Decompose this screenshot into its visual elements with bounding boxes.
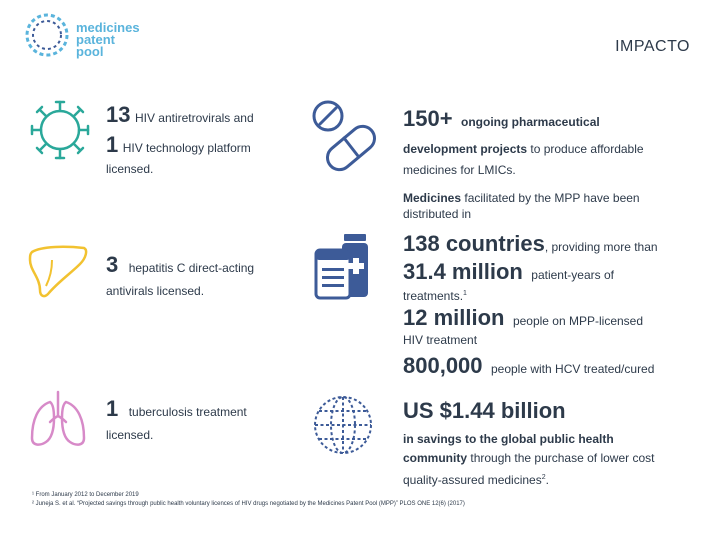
footnote-ref-1: 1 [463, 290, 467, 297]
lungs-icon [26, 388, 90, 452]
footnote-ref-2: 2 [541, 474, 546, 481]
tb-text-1: tuberculosis treatment [128, 405, 247, 419]
projects-text-2: to produce affordable [530, 142, 644, 156]
logo-line-1: medicines [76, 20, 140, 35]
hcv-count: 3 [106, 252, 119, 277]
distribution-stat [403, 190, 703, 379]
logo-line-3: pool [76, 44, 104, 59]
hiv-arv-count: 13 [106, 102, 131, 127]
footnote-2: ² Juneja S. et al. “Projected savings through public health voluntary licences of HIV drugs negotiated by the Medicines Patent Pool (MPP)” PLOS ONE 12(6) (2017) [32, 501, 465, 507]
countries-count: 138 countries [403, 231, 545, 256]
savings-stat [403, 398, 703, 490]
savings-amount: US $1.44 billion [403, 398, 566, 423]
hiv-arv-text: HIV antiretrovirals and [134, 111, 254, 125]
hiv-platform-count: 1 [106, 132, 119, 157]
hiv-virus-icon [28, 98, 92, 162]
projects-stat [403, 106, 703, 180]
savings-period: . [545, 473, 549, 487]
hcv-text-2: antivirals licensed. [106, 284, 205, 298]
tb-text-2: licensed. [106, 428, 154, 442]
tb-count: 1 [106, 396, 119, 421]
hiv-people-text-2: HIV treatment [403, 333, 478, 347]
distribution-intro-bold: Medicines [403, 191, 462, 205]
projects-count: 150+ [403, 106, 453, 131]
page-title: IMPACTO [615, 38, 690, 55]
patient-years-count: 31.4 million [403, 259, 523, 284]
hcv-people-text: people with HCV treated/cured [490, 362, 655, 376]
logo-mark-icon [22, 10, 72, 60]
countries-text: , providing more than [544, 240, 658, 254]
medicine-bottle-icon [314, 232, 380, 300]
hiv-platform-text: HIV technology platform [122, 141, 251, 155]
savings-text-2: through the purchase of lower cost [470, 451, 655, 465]
mpp-logo[interactable] [22, 10, 142, 60]
hiv-licensed-stat [106, 102, 296, 176]
liver-icon [26, 240, 90, 302]
distribution-intro: facilitated by the MPP have been [464, 191, 640, 205]
footnotes [32, 492, 712, 507]
patient-years-text: patient-years of [531, 268, 614, 282]
projects-text-2-bold: development projects [403, 142, 528, 156]
hiv-people-text: people on MPP-licensed [512, 314, 644, 328]
logo-line-2: patent [76, 32, 115, 47]
hcv-people-count: 800,000 [403, 353, 483, 378]
hcv-text-1: hepatitis C direct-acting [128, 261, 255, 275]
globe-icon [310, 392, 376, 458]
savings-text-3: quality-assured medicines [403, 473, 542, 487]
hcv-licensed-stat [106, 252, 306, 298]
hiv-licensed-text: licensed. [106, 162, 154, 176]
projects-text-1: ongoing pharmaceutical [461, 115, 600, 129]
pill-icon [310, 98, 382, 174]
distribution-intro-2: distributed in [403, 207, 472, 221]
hiv-people-count: 12 million [403, 305, 505, 330]
projects-text-3: medicines for LMICs. [403, 163, 516, 177]
treatments-text: treatments. [403, 289, 464, 303]
savings-text-1: in savings to the global public health [403, 432, 614, 446]
tb-licensed-stat [106, 396, 306, 442]
savings-text-2-bold: community [403, 451, 468, 465]
footnote-1: ¹ From January 2012 to December 2019 [32, 492, 139, 498]
